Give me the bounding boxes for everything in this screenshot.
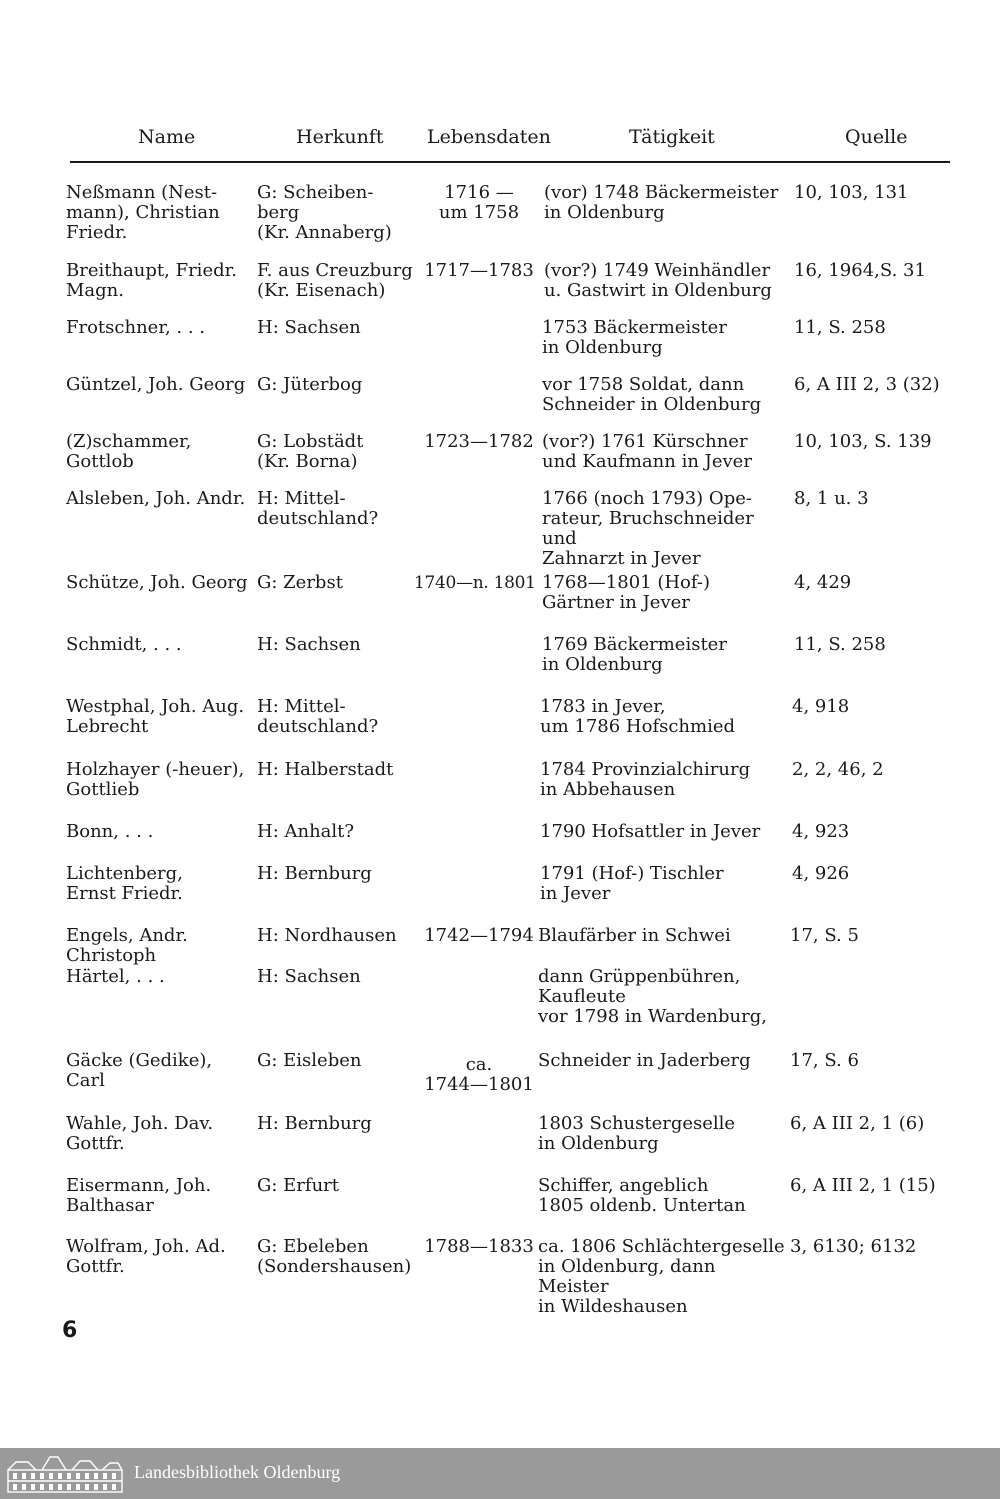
cell-taetigkeit: vor 1758 Soldat, dann Schneider in Oldenburg xyxy=(542,374,762,415)
cell-herkunft: H: Halberstadt xyxy=(257,759,394,780)
column-header-quelle: Quelle xyxy=(845,126,908,148)
cell-quelle: 17, S. 5 xyxy=(790,925,859,946)
cell-quelle: 11, S. 258 xyxy=(794,317,886,338)
cell-name: Güntzel, Joh. Georg xyxy=(66,374,246,395)
cell-quelle: 6, A III 2, 1 (6) xyxy=(790,1113,925,1134)
cell-herkunft: H: Sachsen xyxy=(257,966,361,987)
cell-name: Lichtenberg, Ernst Friedr. xyxy=(66,863,183,904)
library-name: Landesbibliothek Oldenburg xyxy=(134,1462,341,1482)
cell-taetigkeit: 1768—1801 (Hof-) Gärtner in Jever xyxy=(542,572,711,613)
cell-taetigkeit: 1783 in Jever, um 1786 Hofschmied xyxy=(540,696,736,737)
cell-taetigkeit: 1791 (Hof-) Tischler in Jever xyxy=(540,863,724,904)
cell-herkunft: F. aus Creuzburg (Kr. Eisenach) xyxy=(257,260,413,301)
cell-taetigkeit: 1784 Provinzialchirurg in Abbehausen xyxy=(540,759,751,800)
library-building-icon xyxy=(6,1452,124,1494)
cell-herkunft: H: Bernburg xyxy=(257,1113,372,1134)
cell-lebensdaten: 1788—1833 xyxy=(424,1236,534,1257)
cell-name: (Z)schammer, Gottlob xyxy=(66,431,192,472)
cell-herkunft: H: Mittel- deutschland? xyxy=(257,488,379,529)
column-header-name: Name xyxy=(138,126,196,148)
cell-herkunft: H: Bernburg xyxy=(257,863,372,884)
cell-quelle: 4, 926 xyxy=(792,863,850,884)
cell-taetigkeit: ca. 1806 Schlächtergeselle in Oldenburg, dann Meister in Wildeshausen xyxy=(538,1236,785,1317)
cell-taetigkeit: dann Grüppenbühren, Kaufleute vor 1798 in Wardenburg, xyxy=(538,966,767,1027)
cell-lebensdaten: 1742—1794 xyxy=(424,925,534,946)
cell-quelle: 11, S. 258 xyxy=(794,634,886,655)
cell-herkunft: H: Sachsen xyxy=(257,317,361,338)
cell-name: Engels, Andr. Christoph xyxy=(66,925,188,966)
cell-quelle: 8, 1 u. 3 xyxy=(794,488,869,509)
cell-taetigkeit: 1769 Bäckermeister in Oldenburg xyxy=(542,634,727,675)
cell-name: Schmidt, . . . xyxy=(66,634,182,655)
cell-quelle: 17, S. 6 xyxy=(790,1050,859,1071)
cell-herkunft: H: Nordhausen xyxy=(257,925,397,946)
cell-name: Holzhayer (-heuer), Gottlieb xyxy=(66,759,245,800)
cell-quelle: 6, A III 2, 3 (32) xyxy=(794,374,940,395)
cell-quelle: 4, 923 xyxy=(792,821,850,842)
cell-name: Bonn, . . . xyxy=(66,821,154,842)
cell-quelle: 4, 429 xyxy=(794,572,852,593)
cell-taetigkeit: Schneider in Jaderberg xyxy=(538,1050,751,1071)
cell-herkunft: G: Ebeleben (Sondershausen) xyxy=(257,1236,412,1277)
column-header-lebensdaten: Lebensdaten xyxy=(427,126,551,148)
cell-taetigkeit: Schiffer, angeblich 1805 oldenb. Untertan xyxy=(538,1175,746,1216)
cell-herkunft: G: Jüterbog xyxy=(257,374,363,395)
cell-taetigkeit: 1790 Hofsattler in Jever xyxy=(540,821,761,842)
cell-quelle: 10, 103, 131 xyxy=(794,182,909,203)
cell-name: Westphal, Joh. Aug. Lebrecht xyxy=(66,696,245,737)
cell-herkunft: G: Scheiben- berg (Kr. Annaberg) xyxy=(257,182,392,243)
cell-name: Alsleben, Joh. Andr. xyxy=(66,488,246,509)
cell-lebensdaten: 1740—n. 1801 xyxy=(414,573,536,593)
cell-herkunft: G: Lobstädt (Kr. Borna) xyxy=(257,431,364,472)
page-number: 6 xyxy=(62,1318,78,1343)
cell-taetigkeit: 1753 Bäckermeister in Oldenburg xyxy=(542,317,727,358)
cell-quelle: 2, 2, 46, 2 xyxy=(792,759,884,780)
cell-name: Breithaupt, Friedr. Magn. xyxy=(66,260,237,301)
cell-name: Wolfram, Joh. Ad. Gottfr. xyxy=(66,1236,226,1277)
cell-herkunft: H: Anhalt? xyxy=(257,821,355,842)
cell-quelle: 4, 918 xyxy=(792,696,850,717)
cell-name: Schütze, Joh. Georg xyxy=(66,572,248,593)
column-header-taetigkeit: Tätigkeit xyxy=(629,126,715,148)
cell-taetigkeit: (vor?) 1749 Weinhändler u. Gastwirt in Oldenburg xyxy=(544,260,772,301)
cell-taetigkeit: 1803 Schustergeselle in Oldenburg xyxy=(538,1113,736,1154)
cell-quelle: 6, A III 2, 1 (15) xyxy=(790,1175,936,1196)
cell-taetigkeit: (vor?) 1761 Kürschner und Kaufmann in Jever xyxy=(542,431,752,472)
cell-lebensdaten: 1723—1782 xyxy=(424,431,534,452)
header-rule xyxy=(70,161,950,163)
cell-lebensdaten: ca. 1744—1801 xyxy=(424,1054,534,1095)
footer-bar xyxy=(0,1448,1000,1499)
cell-name: Frotschner, . . . xyxy=(66,317,205,338)
cell-quelle: 3, 6130; 6132 xyxy=(790,1236,917,1257)
cell-quelle: 10, 103, S. 139 xyxy=(794,431,932,452)
cell-taetigkeit: Blaufärber in Schwei xyxy=(538,925,731,946)
cell-taetigkeit: (vor) 1748 Bäckermeister in Oldenburg xyxy=(544,182,779,223)
column-header-herkunft: Herkunft xyxy=(296,126,384,148)
cell-name: Härtel, . . . xyxy=(66,966,165,987)
cell-herkunft: G: Eisleben xyxy=(257,1050,362,1071)
cell-herkunft: H: Mittel- deutschland? xyxy=(257,696,379,737)
cell-herkunft: G: Erfurt xyxy=(257,1175,340,1196)
cell-name: Gäcke (Gedike), Carl xyxy=(66,1050,213,1091)
cell-lebensdaten: 1717—1783 xyxy=(424,260,534,281)
cell-name: Eisermann, Joh. Balthasar xyxy=(66,1175,212,1216)
cell-name: Wahle, Joh. Dav. Gottfr. xyxy=(66,1113,214,1154)
cell-lebensdaten: 1716 — um 1758 xyxy=(438,182,520,223)
cell-herkunft: H: Sachsen xyxy=(257,634,361,655)
cell-name: Neßmann (Nest- mann), Christian Friedr. xyxy=(66,182,220,243)
cell-herkunft: G: Zerbst xyxy=(257,572,343,593)
cell-quelle: 16, 1964,S. 31 xyxy=(794,260,926,281)
cell-taetigkeit: 1766 (noch 1793) Ope- rateur, Bruchschneider und Zahnarzt in Jever xyxy=(542,488,754,569)
